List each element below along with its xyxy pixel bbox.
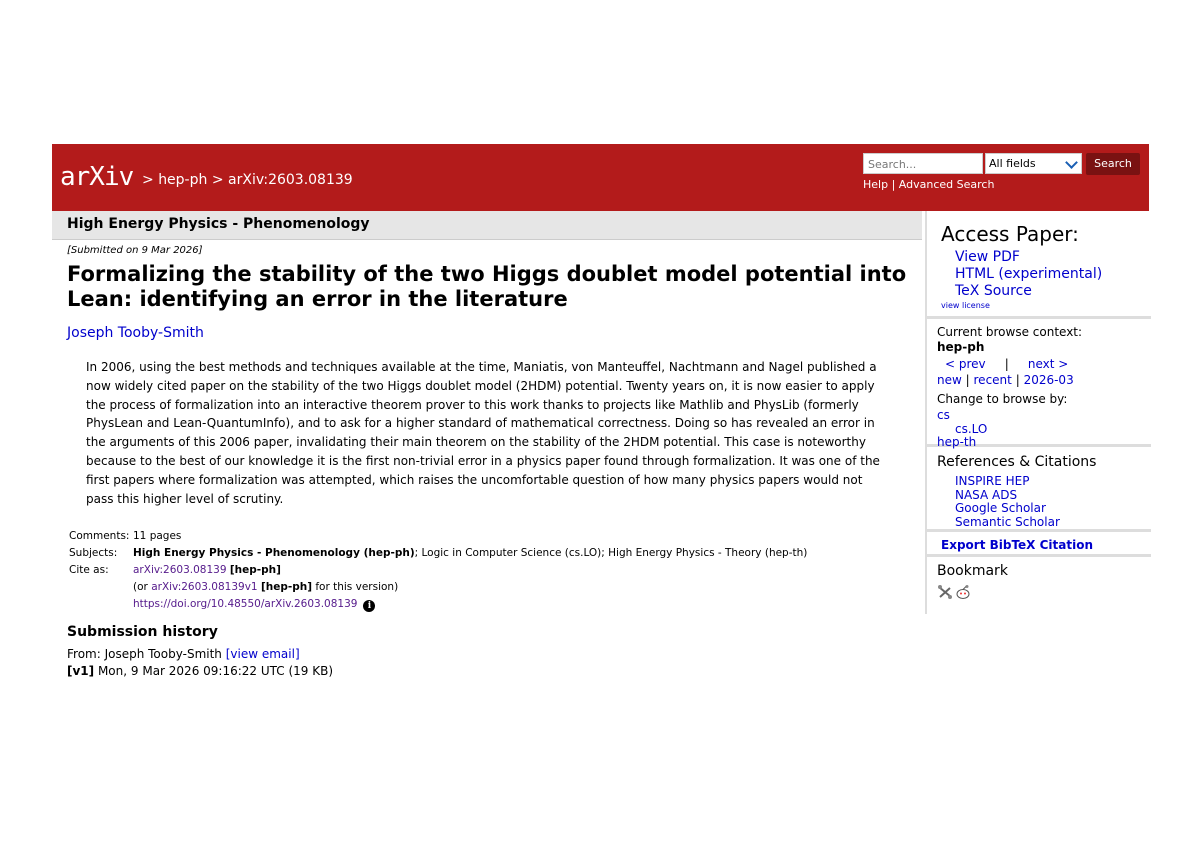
prev-link[interactable]: < prev [945, 357, 986, 371]
browse-hepth-link[interactable]: hep-th [937, 435, 977, 449]
history-v1-text: Mon, 9 Mar 2026 09:16:22 UTC (19 KB) [94, 664, 334, 678]
search-placeholder: Search... [868, 158, 917, 171]
next-link[interactable]: next > [1027, 357, 1069, 371]
help-separator: | [891, 178, 896, 191]
metadata-table [69, 528, 807, 613]
version-row [69, 579, 807, 596]
browse-cs-link[interactable]: cs [937, 408, 950, 422]
divider [927, 554, 1151, 557]
doi-link[interactable]: https://doi.org/10.48550/arXiv.2603.08139 [133, 598, 358, 610]
subjects-label: Subjects: [69, 547, 118, 559]
chevron-down-icon [1065, 156, 1078, 169]
view-license-link[interactable]: view license [941, 301, 990, 310]
cite-row [69, 562, 807, 579]
search-field-value: All fields [989, 157, 1036, 170]
subject-bar [52, 211, 922, 240]
comments-value: 11 pages [133, 530, 182, 542]
history-from [67, 646, 333, 663]
version-value [133, 579, 398, 596]
breadcrumb-sep: > [211, 172, 224, 188]
paper-title: Formalizing the stability of the two Higgs doublet model potential into Lean: identifying an error in the literature [67, 262, 907, 311]
help-link[interactable]: Help [863, 178, 889, 191]
submission-history [67, 646, 333, 680]
cite-label: Cite as: [69, 564, 109, 576]
history-v1 [67, 663, 333, 680]
new-link[interactable]: new [937, 373, 962, 387]
primary-subject: High Energy Physics - Phenomenology (hep-ph) [133, 547, 415, 559]
doi-value [133, 596, 375, 613]
breadcrumb-category[interactable]: hep-ph [158, 172, 208, 188]
arxiv-logo-text: arXiv [60, 162, 134, 192]
references-title: References & Citations [937, 454, 1097, 470]
semantic-scholar-link[interactable]: Semantic Scholar [955, 514, 1060, 529]
author-link[interactable] [67, 325, 204, 341]
help-links [863, 178, 994, 191]
context-value: hep-ph [937, 340, 985, 354]
subjects-row [69, 545, 807, 562]
breadcrumb [142, 170, 353, 190]
prev-next-row [945, 357, 1068, 372]
site-header [52, 144, 1149, 211]
divider [927, 529, 1151, 532]
recent-sep: | [1015, 373, 1020, 387]
sidebar [925, 211, 1149, 614]
subjects-value [133, 545, 807, 562]
arxiv-logo[interactable] [60, 159, 133, 195]
comments-row [69, 528, 807, 545]
cite-id-link[interactable]: arXiv:2603.08139 [133, 564, 227, 576]
tex-source-link[interactable]: TeX Source [955, 283, 1032, 299]
browse-context-section [927, 319, 1151, 447]
export-bibtex-link[interactable]: Export BibTeX Citation [941, 538, 1094, 552]
search-button[interactable]: Search [1086, 153, 1140, 175]
version-id-link[interactable]: arXiv:2603.08139v1 [151, 581, 258, 593]
change-browse-label: Change to browse by: [937, 392, 1068, 406]
google-scholar-link[interactable]: Google Scholar [955, 501, 1046, 515]
inspire-link[interactable]: INSPIRE HEP [955, 474, 1030, 488]
view-pdf-link[interactable]: View PDF [955, 249, 1020, 265]
search-field-select[interactable] [985, 153, 1082, 174]
access-paper-section [927, 211, 1151, 319]
advanced-search-link[interactable]: Advanced Search [898, 178, 995, 191]
browse-cslo-link[interactable]: cs.LO [955, 422, 988, 436]
view-email-link[interactable]: [view email] [225, 647, 300, 661]
breadcrumb-sep: > [142, 172, 154, 188]
reddit-icon[interactable] [955, 584, 971, 600]
history-v1-label: [v1] [67, 664, 95, 678]
prev-next-sep: | [1004, 357, 1009, 371]
bookmark-icons [937, 584, 971, 600]
context-label: Current browse context: [937, 325, 1083, 339]
breadcrumb-paper-id: arXiv:2603.08139 [228, 172, 353, 188]
search-input[interactable] [863, 153, 983, 174]
version-category: [hep-ph] [260, 581, 312, 593]
history-from-label: From: Joseph Tooby-Smith [67, 647, 226, 661]
month-link[interactable]: 2026-03 [1023, 373, 1074, 387]
access-links [955, 249, 1102, 300]
submission-date: [Submitted on 9 Mar 2026] [67, 245, 203, 256]
bibsonomy-icon[interactable] [937, 584, 953, 600]
author-name[interactable]: Joseph Tooby-Smith [67, 325, 204, 341]
comments-label: Comments: [69, 530, 130, 542]
version-pre: (or [133, 581, 152, 593]
nasa-ads-link[interactable]: NASA ADS [955, 487, 1018, 502]
abstract: In 2006, using the best methods and techniques available at the time, Maniatis, von Manteuffel, Nachtmann and Nagel published a now widely cited paper on the stability of the two Higgs doublet model (2HDM) potential. Twenty years on, it is now easier to apply the process of formalization into an interactive theorem prover to this work thanks to projects like Mathlib and PhysLib (formerly PhysLean and Lean-QuantumInfo), and to ask for a higher standard of mathematical correctness. Doing so has revealed an error in the arguments of this 2006 paper, invalidating their main theorem on the stability of the 2HDM potential. This case is noteworthy because to the best of our knowledge it is the first non-trivial error in a physics paper found through formalization. It was one of the first papers where formalization was attempted, which raises the uncomfortable question of how many physics papers would not pass this higher level of scrutiny. [86, 360, 880, 506]
cite-category: [hep-ph] [229, 564, 281, 576]
doi-row [69, 596, 807, 613]
html-link[interactable]: HTML (experimental) [955, 266, 1103, 282]
recent-row [937, 373, 1074, 388]
access-paper-title: Access Paper: [941, 222, 1079, 246]
cite-value [133, 562, 281, 579]
recent-sep: | [965, 373, 970, 387]
submission-history-title: Submission history [67, 624, 218, 640]
bookmark-title: Bookmark [937, 563, 1008, 579]
subject-heading: High Energy Physics - Phenomenology [67, 216, 370, 232]
version-post: for this version) [312, 581, 399, 593]
secondary-subjects: ; Logic in Computer Science (cs.LO); High Energy Physics - Theory (hep-th) [414, 547, 808, 559]
references-links [955, 475, 1060, 529]
info-icon[interactable]: i [363, 600, 375, 612]
recent-link[interactable]: recent [973, 373, 1012, 387]
